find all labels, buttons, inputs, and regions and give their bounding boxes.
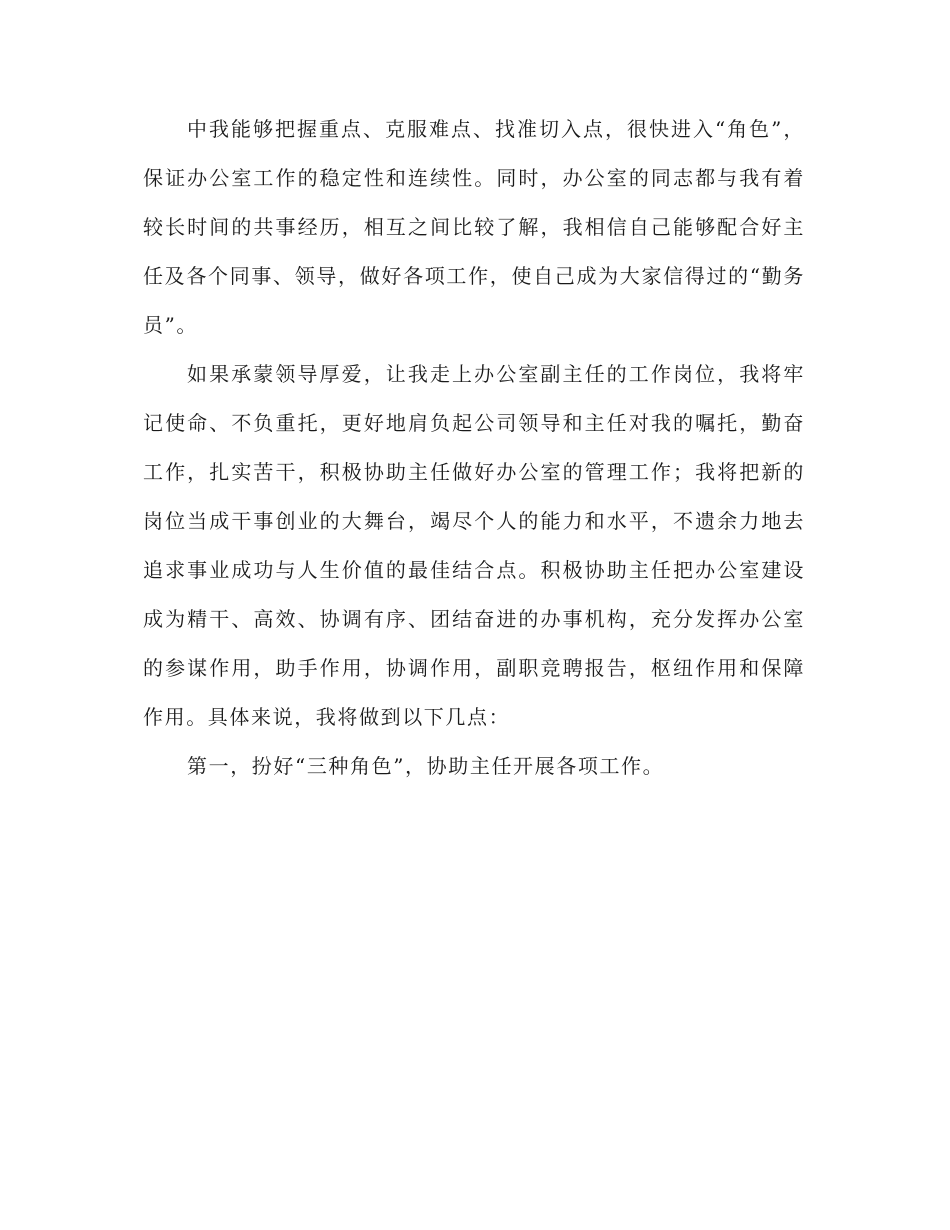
paragraph-2: 如果承蒙领导厚爱，让我走上办公室副主任的工作岗位，我将牢记使命、不负重托，更好地肩负起公司领导和主任对我的嘱托，勤奋工作，扎实苦干，积极协助主任做好办公室的管理工作；我将把新的岗位当成干事创业的大舞台，竭尽个人的能力和水平，不遗余力地去追求事业成功与人生价值的最佳结合点。积极协助主任把办公室建设成为精干、高效、协调有序、团结奋进的办事机构，充分发挥办公室的参谋作用，助手作用，协调作用，副职竞聘报告，枢纽作用和保障作用。具体来说，我将做到以下几点： bbox=[143, 362, 805, 729]
document-body bbox=[143, 105, 805, 791]
paragraph-3: 第一，扮好“三种角色”，协助主任开展各项工作。 bbox=[187, 754, 665, 778]
paragraph-1: 中我能够把握重点、克服难点、找准切入点，很快进入“角色”，保证办公室工作的稳定性和连续性。同时，办公室的同志都与我有着较长时间的共事经历，相互之间比较了解，我相信自己能够配合好主任及各个同事、领导，做好各项工作，使自己成为大家信得过的“勤务员”。 bbox=[143, 117, 805, 337]
